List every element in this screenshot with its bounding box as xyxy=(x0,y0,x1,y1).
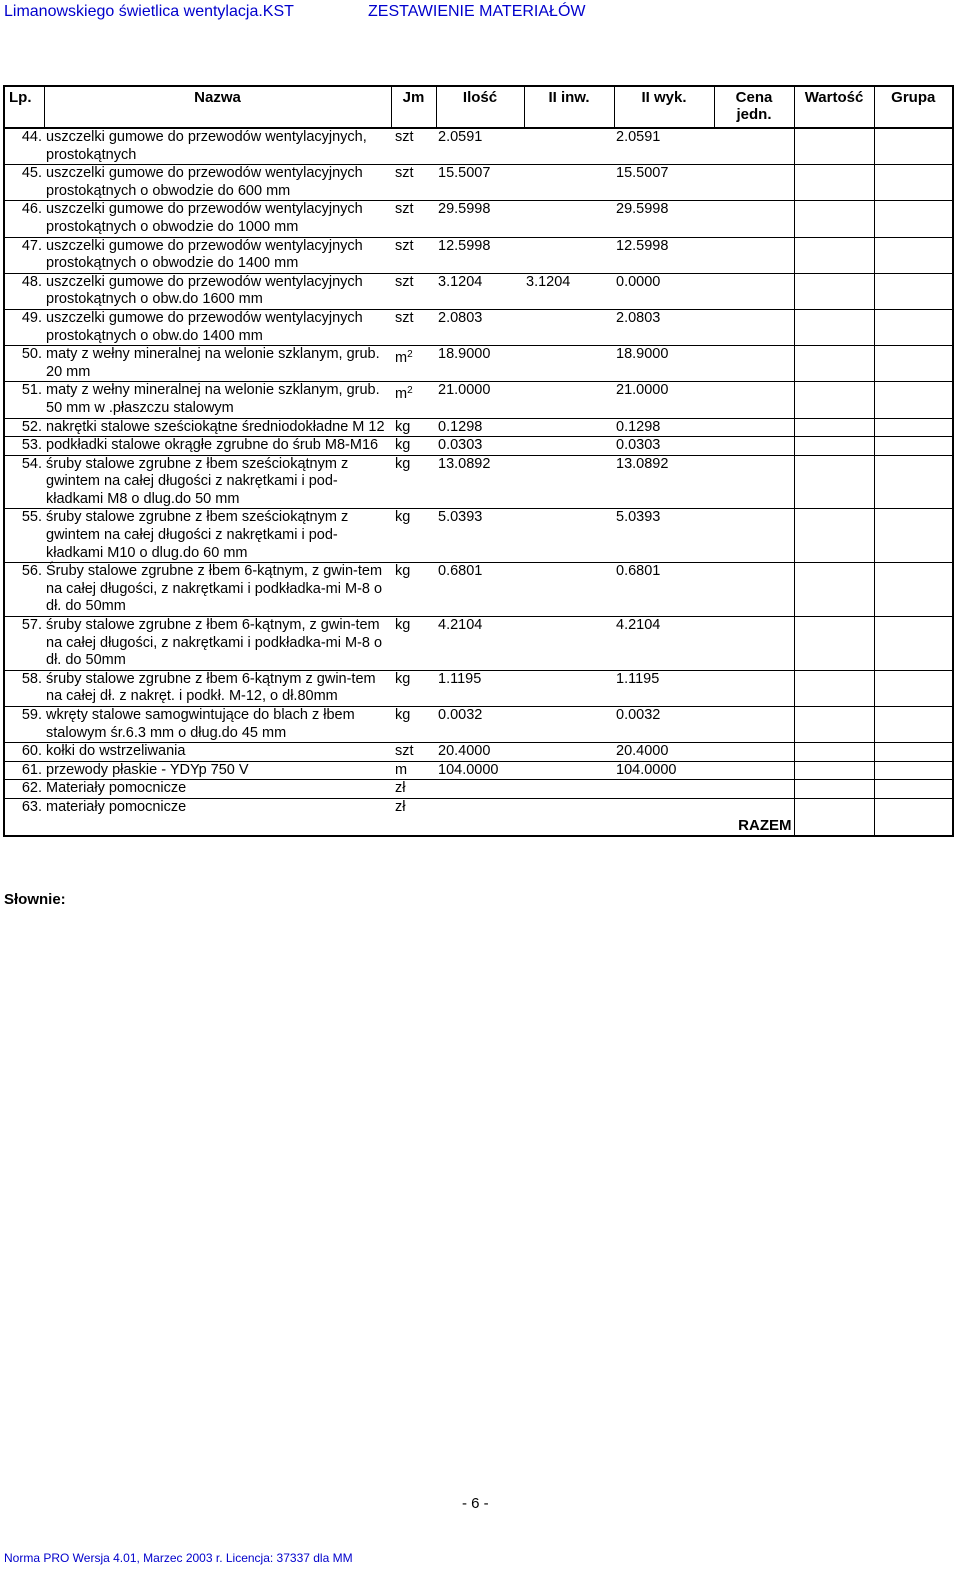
row-wartosc xyxy=(794,128,874,165)
row-wartosc xyxy=(794,418,874,437)
row-unit-text: kg xyxy=(395,617,411,634)
row-cena xyxy=(714,382,794,418)
row-unit-text: zł xyxy=(395,798,406,815)
table-row xyxy=(4,617,953,671)
row-unit-text: m xyxy=(395,350,408,367)
row-unit-text: zł xyxy=(395,780,406,797)
row-unit-exponent: 2 xyxy=(407,349,413,361)
row-wartosc xyxy=(794,761,874,780)
row-unit xyxy=(391,165,436,201)
row-wartosc xyxy=(794,382,874,418)
row-ii-wyk: 20.4000 xyxy=(614,743,714,762)
row-unit-text: szt xyxy=(395,309,414,326)
col-header-cena xyxy=(714,86,794,128)
row-lp: 57. xyxy=(4,617,44,671)
row-ilosc: 1.1195 xyxy=(436,670,524,706)
row-ilosc xyxy=(436,798,524,816)
row-cena xyxy=(714,455,794,509)
row-ii-wyk: 2.0591 xyxy=(616,129,661,145)
row-cena xyxy=(714,761,794,780)
row-ii-wyk: 1.1195 xyxy=(614,670,714,706)
row-lp: 59. xyxy=(4,707,44,743)
row-unit-text: szt xyxy=(395,129,414,145)
row-unit-text: kg xyxy=(395,418,411,435)
row-grupa xyxy=(874,509,953,563)
row-unit xyxy=(391,780,436,799)
row-name: śruby stalowe zgrubne z łbem 6-kątnym, z gwin-tem na całej długości, z nakrętkami i podkładka-mi M-8 o dł. do 50mm xyxy=(44,617,391,671)
row-ilosc: 0.0032 xyxy=(436,707,524,743)
row-wartosc xyxy=(794,670,874,706)
row-unit xyxy=(391,798,436,816)
row-unit xyxy=(391,309,436,345)
table-row xyxy=(4,707,953,743)
row-name: uszczelki gumowe do przewodów wentylacyjnych, prostokątnych xyxy=(46,129,367,163)
row-name: uszczelki gumowe do przewodów wentylacyjnych prostokątnych o obwodzie do 600 mm xyxy=(44,165,391,201)
row-ii-wyk: 104.0000 xyxy=(614,761,714,780)
row-grupa xyxy=(874,418,953,437)
row-lp: 45. xyxy=(4,165,44,201)
col-header-ilosc: Ilość xyxy=(436,86,524,128)
row-unit xyxy=(391,418,436,437)
row-ilosc xyxy=(436,780,524,799)
row-ii-wyk: 0.0303 xyxy=(614,437,714,456)
row-unit xyxy=(391,707,436,743)
row-ii-inw xyxy=(524,201,614,237)
razem-row xyxy=(4,817,953,837)
table-row xyxy=(4,509,953,563)
row-ii-wyk: 18.9000 xyxy=(614,346,714,382)
document-title: ZESTAWIENIE MATERIAŁÓW xyxy=(368,3,586,20)
file-title: Limanowskiego świetlica wentylacja.KST xyxy=(4,3,294,20)
row-wartosc xyxy=(794,237,874,273)
row-grupa xyxy=(874,743,953,762)
row-lp: 49. xyxy=(4,309,44,345)
row-ilosc: 104.0000 xyxy=(436,761,524,780)
col-header-wartosc: Wartość xyxy=(794,86,874,128)
row-wartosc xyxy=(794,780,874,799)
row-cena xyxy=(714,670,794,706)
col-header-nazwa: Nazwa xyxy=(44,86,391,128)
row-ilosc: 0.0303 xyxy=(436,437,524,456)
row-name: Materiały pomocnicze xyxy=(44,780,391,799)
col-header-jm: Jm xyxy=(391,86,436,128)
row-lp: 50. xyxy=(4,346,44,382)
row-grupa xyxy=(874,707,953,743)
row-unit-text: szt xyxy=(395,237,414,254)
row-unit-text: szt xyxy=(395,743,414,760)
row-lp: 54. xyxy=(4,455,44,509)
row-unit xyxy=(391,382,436,418)
table-row xyxy=(4,382,953,418)
table-row xyxy=(4,761,953,780)
row-grupa xyxy=(874,563,953,617)
row-ii-inw xyxy=(524,798,614,816)
row-cena xyxy=(714,418,794,437)
row-ii-wyk: 13.0892 xyxy=(614,455,714,509)
row-unit xyxy=(391,237,436,273)
table-row xyxy=(4,670,953,706)
row-cena xyxy=(714,743,794,762)
row-ilosc: 15.5007 xyxy=(436,165,524,201)
row-unit xyxy=(391,346,436,382)
row-ii-inw xyxy=(524,761,614,780)
row-grupa xyxy=(874,273,953,309)
row-lp: 48. xyxy=(4,273,44,309)
row-name: maty z wełny mineralnej na welonie szklanym, grub. 50 mm w .płaszczu stalowym xyxy=(44,382,391,418)
table-header-row xyxy=(4,86,953,128)
row-unit xyxy=(391,761,436,780)
row-unit-text: kg xyxy=(395,509,411,526)
row-cena xyxy=(714,780,794,799)
row-wartosc xyxy=(794,743,874,762)
row-ii-inw xyxy=(524,670,614,706)
row-grupa xyxy=(874,761,953,780)
row-unit-text: kg xyxy=(395,707,411,723)
row-wartosc xyxy=(794,201,874,237)
col-header-ii-wyk: II wyk. xyxy=(614,86,714,128)
row-cena xyxy=(714,346,794,382)
row-lp: 58. xyxy=(4,670,44,706)
row-grupa xyxy=(874,165,953,201)
row-ii-wyk: 21.0000 xyxy=(614,382,714,418)
row-ilosc: 20.4000 xyxy=(436,743,524,762)
row-ii-wyk: 12.5998 xyxy=(614,237,714,273)
row-unit xyxy=(391,617,436,671)
col-header-cena-line1: Cena xyxy=(735,89,773,106)
row-name: śruby stalowe zgrubne z łbem sześciokątnym z gwintem na całej długości z nakrętkami i pod-kładkami M10 o dlug.do 60 mm xyxy=(44,509,391,563)
row-ii-wyk: 4.2104 xyxy=(614,617,714,671)
row-lp: 46. xyxy=(4,201,44,237)
row-ii-inw xyxy=(524,617,614,671)
table-row xyxy=(4,346,953,382)
table-row xyxy=(4,563,953,617)
row-grupa xyxy=(874,128,953,165)
row-grupa xyxy=(874,309,953,345)
row-name: wkręty stalowe samogwintujące do blach z łbem stalowym śr.6.3 mm o dług.do 45 mm xyxy=(44,707,391,743)
row-unit-text: szt xyxy=(395,201,414,218)
row-unit xyxy=(391,670,436,706)
row-lp: 55. xyxy=(4,509,44,563)
row-ilosc: 2.0803 xyxy=(436,309,524,345)
row-unit-text: szt xyxy=(395,165,414,182)
row-name: przewody płaskie - YDYp 750 V xyxy=(44,761,391,780)
table-row xyxy=(4,273,953,309)
col-header-lp: Lp. xyxy=(4,86,44,128)
row-unit xyxy=(391,743,436,762)
row-unit-text: szt xyxy=(395,273,414,290)
row-ii-inw xyxy=(524,165,614,201)
row-grupa xyxy=(874,201,953,237)
row-grupa xyxy=(874,455,953,509)
row-unit xyxy=(391,563,436,617)
row-lp: 56. xyxy=(4,563,44,617)
row-ii-wyk: 2.0803 xyxy=(614,309,714,345)
row-unit-exponent: 2 xyxy=(407,385,413,397)
table-row xyxy=(4,418,953,437)
slownie-label: Słownie: xyxy=(4,891,66,908)
row-unit-text: kg xyxy=(395,670,411,687)
row-ii-inw: 3.1204 xyxy=(524,273,614,309)
row-name: maty z wełny mineralnej na welonie szklanym, grub. 20 mm xyxy=(44,346,391,382)
row-name: kołki do wstrzeliwania xyxy=(44,743,391,762)
row-unit xyxy=(391,437,436,456)
row-cena xyxy=(714,563,794,617)
materials-table xyxy=(3,85,954,837)
row-ilosc: 2.0591 xyxy=(438,129,483,145)
row-name: uszczelki gumowe do przewodów wentylacyjnych prostokątnych o obw.do 1600 mm xyxy=(44,273,391,309)
row-grupa xyxy=(874,237,953,273)
row-wartosc xyxy=(794,165,874,201)
row-ii-wyk: 15.5007 xyxy=(614,165,714,201)
row-wartosc xyxy=(794,455,874,509)
footer-license: Norma PRO Wersja 4.01, Marzec 2003 r. Licencja: 37337 dla MM xyxy=(4,1551,353,1565)
row-ii-wyk: 0.1298 xyxy=(614,418,714,437)
row-grupa xyxy=(874,346,953,382)
row-unit-text: m xyxy=(395,386,408,403)
row-lp: 62. xyxy=(4,780,44,799)
row-grupa xyxy=(874,670,953,706)
row-cena xyxy=(714,798,794,816)
row-ii-inw xyxy=(524,743,614,762)
row-name: uszczelki gumowe do przewodów wentylacyjnych prostokątnych o obwodzie do 1400 mm xyxy=(44,237,391,273)
row-cena xyxy=(714,309,794,345)
row-ii-inw xyxy=(524,128,614,165)
row-ilosc: 21.0000 xyxy=(436,382,524,418)
row-unit xyxy=(391,455,436,509)
row-unit-text: kg xyxy=(395,455,411,472)
row-grupa xyxy=(874,437,953,456)
table-row xyxy=(4,743,953,762)
row-ilosc: 5.0393 xyxy=(436,509,524,563)
row-name: nakrętki stalowe sześciokątne średniodokładne M 12 xyxy=(44,418,391,437)
row-ilosc: 4.2104 xyxy=(436,617,524,671)
row-lp: 51. xyxy=(4,382,44,418)
row-unit-text: m xyxy=(395,761,408,778)
row-ii-inw xyxy=(524,455,614,509)
row-wartosc xyxy=(794,509,874,563)
row-ilosc: 0.1298 xyxy=(436,418,524,437)
row-ilosc: 0.6801 xyxy=(436,563,524,617)
row-grupa xyxy=(874,617,953,671)
row-lp: 53. xyxy=(4,437,44,456)
razem-label: RAZEM xyxy=(738,816,792,834)
row-ilosc: 12.5998 xyxy=(436,237,524,273)
row-name: Śruby stalowe zgrubne z łbem 6-kątnym, z gwin-tem na całej długości, z nakrętkami i podkładka-mi M-8 o dł. do 50mm xyxy=(44,563,391,617)
row-grupa xyxy=(874,798,953,816)
row-ii-wyk xyxy=(614,798,714,816)
row-lp: 63. xyxy=(4,798,44,816)
table-row xyxy=(4,780,953,799)
row-ilosc: 29.5998 xyxy=(436,201,524,237)
row-ii-wyk xyxy=(614,780,714,799)
row-wartosc xyxy=(794,617,874,671)
row-unit-text: kg xyxy=(395,437,411,454)
row-ii-inw xyxy=(524,237,614,273)
row-ii-wyk: 29.5998 xyxy=(614,201,714,237)
row-name: śruby stalowe zgrubne z łbem sześciokątnym z gwintem na całej długości z nakrętkami i pod-kładkami M8 o dlug.do 50 mm xyxy=(44,455,391,509)
row-wartosc xyxy=(794,437,874,456)
row-lp: 47. xyxy=(4,237,44,273)
row-name: podkładki stalowe okrągłe zgrubne do śrub M8-M16 xyxy=(44,437,391,456)
row-ii-inw xyxy=(524,346,614,382)
row-ilosc: 13.0892 xyxy=(436,455,524,509)
row-ii-wyk: 0.0032 xyxy=(614,707,714,743)
row-cena xyxy=(714,165,794,201)
row-unit xyxy=(391,128,436,165)
row-name: uszczelki gumowe do przewodów wentylacyjnych prostokątnych o obw.do 1400 mm xyxy=(44,309,391,345)
row-ii-inw xyxy=(524,437,614,456)
row-cena xyxy=(714,509,794,563)
row-wartosc xyxy=(794,273,874,309)
row-grupa xyxy=(874,382,953,418)
row-ii-wyk: 0.6801 xyxy=(614,563,714,617)
row-wartosc xyxy=(794,309,874,345)
row-ii-inw xyxy=(524,509,614,563)
row-ii-inw xyxy=(524,707,614,743)
col-header-ii-inw: II inw. xyxy=(524,86,614,128)
row-cena xyxy=(714,128,794,165)
row-unit xyxy=(391,509,436,563)
row-ilosc: 3.1204 xyxy=(436,273,524,309)
row-lp: 44. xyxy=(4,128,44,165)
row-ii-wyk: 0.0000 xyxy=(614,273,714,309)
row-name: śruby stalowe zgrubne z łbem 6-kątnym z gwin-tem na całej dł. z nakręt. i podkł. M-12, o dł.80mm xyxy=(44,670,391,706)
row-ii-inw xyxy=(524,780,614,799)
col-header-cena-line2: jedn. xyxy=(736,106,772,123)
row-lp: 61. xyxy=(4,761,44,780)
row-cena xyxy=(714,437,794,456)
row-unit xyxy=(391,201,436,237)
table-row xyxy=(4,237,953,273)
row-lp: 52. xyxy=(4,418,44,437)
row-wartosc xyxy=(794,798,874,816)
row-wartosc xyxy=(794,346,874,382)
row-lp: 60. xyxy=(4,743,44,762)
col-header-grupa: Grupa xyxy=(874,86,953,128)
table-row xyxy=(4,201,953,237)
row-ii-inw xyxy=(524,309,614,345)
row-cena xyxy=(714,617,794,671)
table-row xyxy=(4,798,953,816)
table-row xyxy=(4,309,953,345)
row-ii-inw xyxy=(524,563,614,617)
row-cena xyxy=(714,201,794,237)
row-cena xyxy=(714,237,794,273)
row-cena xyxy=(714,707,794,743)
row-cena xyxy=(714,273,794,309)
row-name: uszczelki gumowe do przewodów wentylacyjnych prostokątnych o obwodzie do 1000 mm xyxy=(44,201,391,237)
row-ii-wyk: 5.0393 xyxy=(614,509,714,563)
table-row xyxy=(4,128,953,165)
table-row xyxy=(4,165,953,201)
row-unit-text: kg xyxy=(395,563,411,580)
table-row xyxy=(4,455,953,509)
row-grupa xyxy=(874,780,953,799)
row-wartosc xyxy=(794,563,874,617)
table-row xyxy=(4,437,953,456)
row-ii-inw xyxy=(524,418,614,437)
table-body xyxy=(4,128,953,836)
row-ilosc: 18.9000 xyxy=(436,346,524,382)
row-wartosc xyxy=(794,707,874,743)
row-name: materiały pomocnicze xyxy=(44,798,391,816)
row-ii-inw xyxy=(524,382,614,418)
page-number: - 6 - xyxy=(462,1495,489,1512)
row-unit xyxy=(391,273,436,309)
